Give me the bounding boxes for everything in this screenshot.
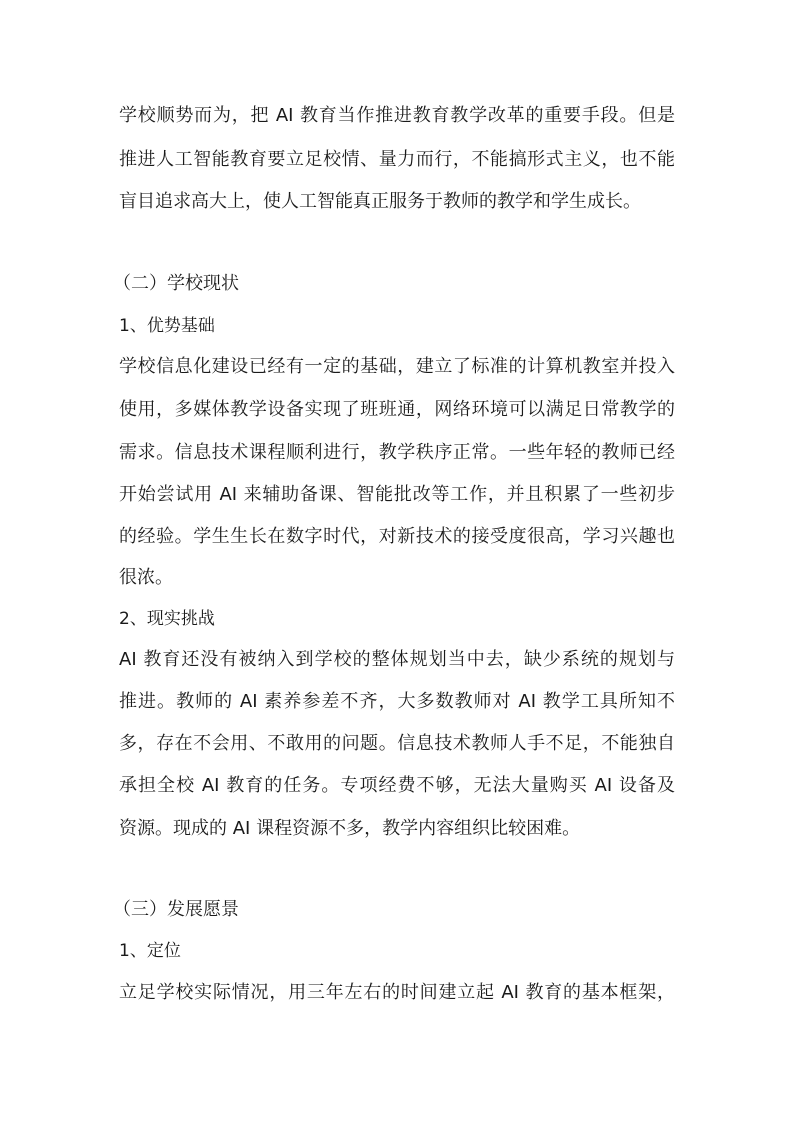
advantages-line-4: 开始尝试用 AI 来辅助备课、智能批改等工作，并且积累了一些初步	[119, 484, 675, 505]
section-heading-vision: （三）发展愿景	[113, 899, 239, 920]
challenges-line-1: AI 教育还没有被纳入到学校的整体规划当中去，缺少系统的规划与	[119, 649, 675, 670]
subheading-challenges: 2、现实挑战	[119, 609, 215, 629]
advantages-line-1: 学校信息化建设已经有一定的基础，建立了标准的计算机教室并投入	[119, 356, 675, 377]
challenges-line-4: 承担全校 AI 教育的任务。专项经费不够，无法大量购买 AI 设备及	[119, 775, 675, 796]
section-heading-current-status: （二）学校现状	[113, 273, 239, 294]
intro-line-2: 推进人工智能教育要立足校情、量力而行，不能搞形式主义，也不能	[119, 149, 675, 170]
challenges-line-2: 推进。教师的 AI 素养参差不齐，大多数教师对 AI 教学工具所知不	[119, 691, 675, 712]
advantages-line-3: 需求。信息技术课程顺利进行，教学秩序正常。一些年轻的教师已经	[119, 442, 675, 463]
advantages-line-2: 使用，多媒体教学设备实现了班班通，网络环境可以满足日常教学的	[119, 399, 675, 420]
intro-line-3: 盲目追求高大上，使人工智能真正服务于教师的教学和学生成长。	[119, 191, 641, 212]
subheading-advantages: 1、优势基础	[119, 316, 215, 336]
advantages-line-6: 很浓。	[119, 567, 173, 588]
intro-line-1: 学校顺势而为，把 AI 教育当作推进教育教学改革的重要手段。但是	[119, 105, 675, 126]
advantages-line-5: 的经验。学生生长在数字时代，对新技术的接受度很高，学习兴趣也	[119, 526, 675, 547]
positioning-line-1: 立足学校实际情况，用三年左右的时间建立起 AI 教育的基本框架，	[119, 982, 675, 1003]
subheading-positioning: 1、定位	[119, 941, 181, 961]
challenges-line-3: 多，存在不会用、不敢用的问题。信息技术教师人手不足，不能独自	[119, 733, 675, 754]
challenges-line-5: 资源。现成的 AI 课程资源不多，教学内容组织比较困难。	[119, 818, 581, 839]
